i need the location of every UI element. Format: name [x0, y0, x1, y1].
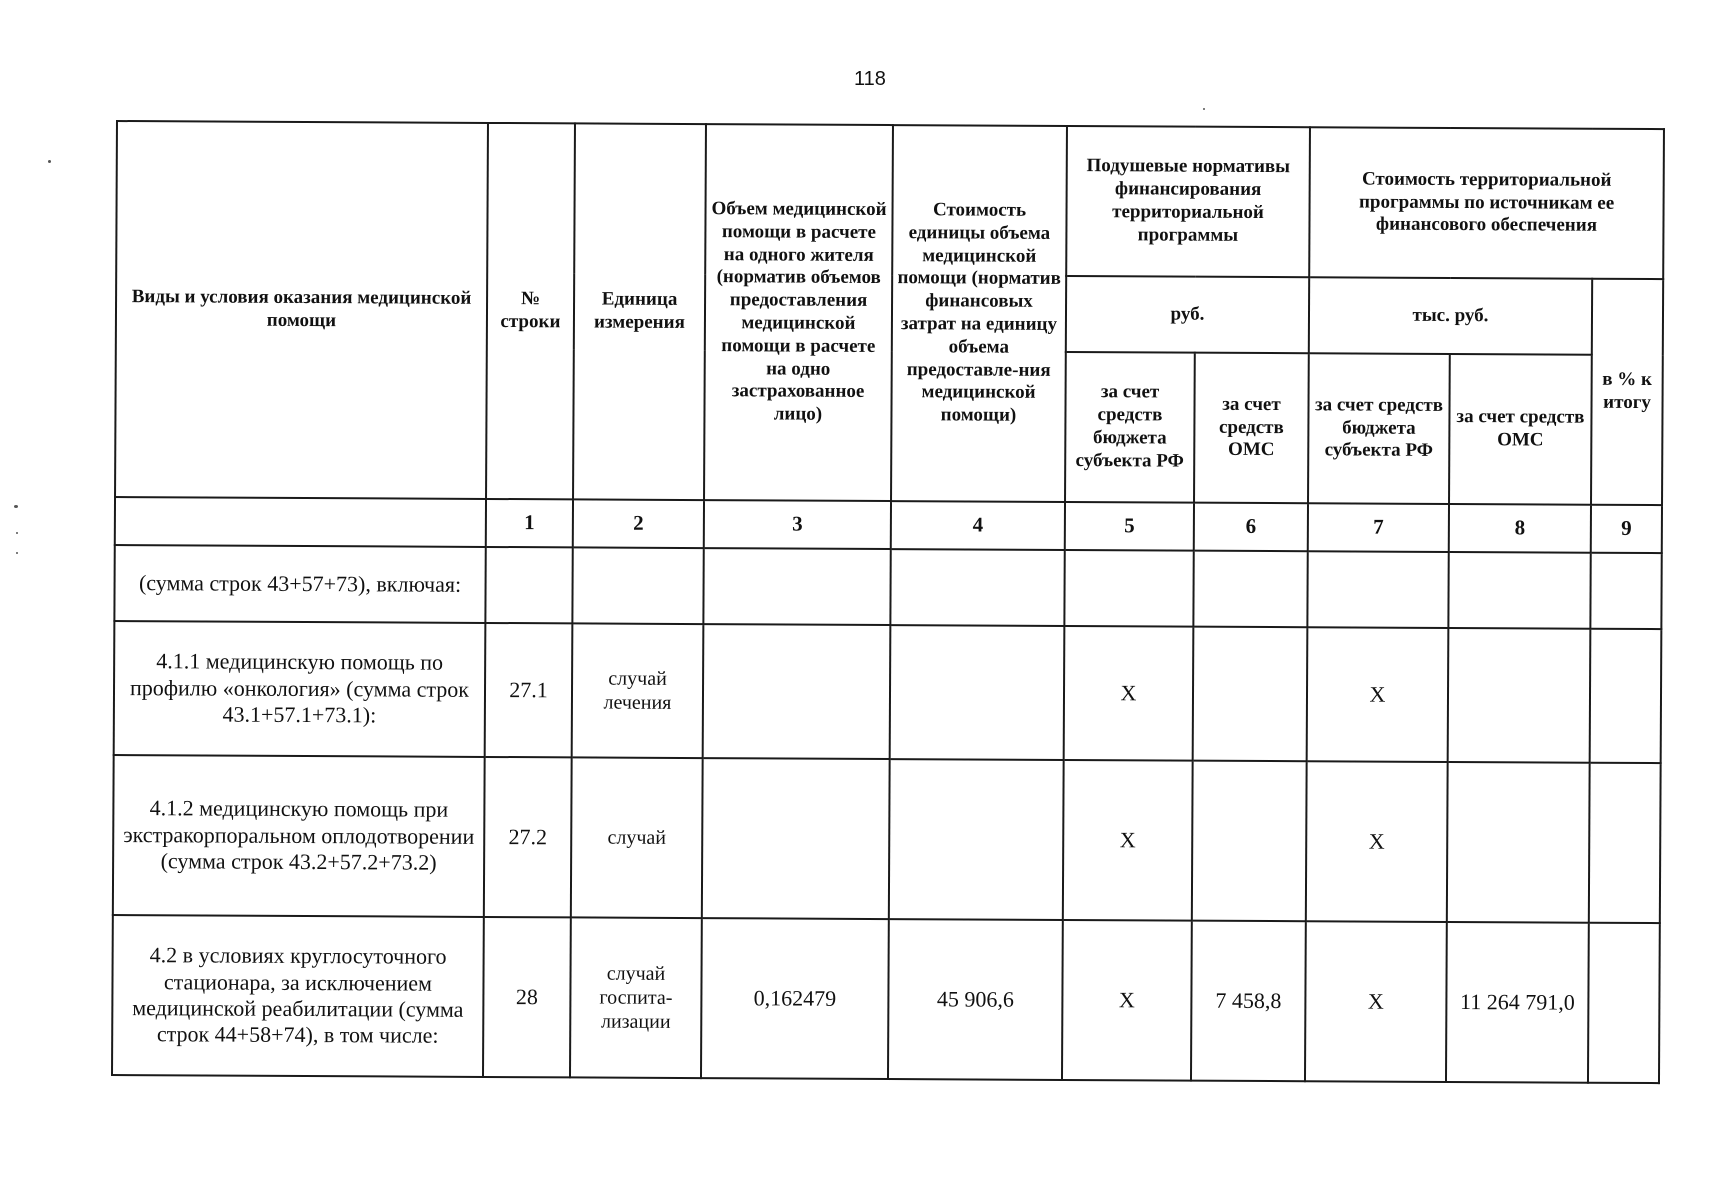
- row-volume: 0,162479: [701, 918, 889, 1079]
- row-volume: [703, 624, 891, 759]
- row-name: 4.1.1 медицинскую помощь по профилю «онкология» (сумма строк 43.1+57.1+73.1):: [114, 621, 486, 757]
- header-budget-thousand: за счет средств бюджета субъекта РФ: [1308, 353, 1450, 504]
- row-name: (сумма строк 43+57+73), включая:: [114, 545, 485, 623]
- row-oms-rub: [1192, 761, 1307, 922]
- header-oms-thousand: за счет средств ОМС: [1449, 354, 1592, 505]
- row-line-number: 27.1: [485, 623, 573, 757]
- column-number: 4: [891, 501, 1065, 550]
- row-unit: случай лечения: [572, 623, 704, 758]
- scan-speck: [16, 552, 18, 554]
- row-name: 4.2 в условиях круглосуточного стационара, за исключением медицинской реабилитации (сумма строк 44+58+74), в том числе:: [112, 915, 484, 1077]
- row-budget-thousand: X: [1306, 761, 1448, 922]
- row-unit: случай: [571, 757, 703, 918]
- row-oms-thousand: 11 264 791,0: [1446, 922, 1589, 1083]
- page-number: 118: [854, 68, 886, 90]
- column-number: 9: [1591, 505, 1662, 553]
- row-oms-rub: [1193, 627, 1308, 762]
- row-line-number: 28: [483, 917, 571, 1077]
- column-number-blank: [115, 497, 486, 547]
- row-budget-thousand: X: [1307, 627, 1449, 762]
- header-volume: Объем медицинской помощи в расчете на одного жителя (норматив объемов предоставления медицинской помощи в расчете на одно застрахованное лицо): [704, 124, 893, 501]
- row-oms-rub: [1193, 551, 1307, 628]
- table-row: [114, 545, 1661, 629]
- row-unit-cost: [890, 625, 1065, 760]
- table-row: [113, 755, 1661, 923]
- header-per-capita-group: Подушевые нормативы финансирования территориальной программы: [1066, 126, 1310, 277]
- table-header: [115, 121, 1664, 505]
- header-unit-rub: руб.: [1066, 276, 1309, 353]
- row-unit: случай госпита-лизации: [570, 917, 702, 1078]
- scan-speck: [14, 505, 18, 508]
- row-budget-rub: [1064, 550, 1193, 627]
- row-oms-thousand: [1448, 628, 1591, 763]
- row-volume: [702, 758, 890, 919]
- row-unit-cost: [890, 549, 1064, 626]
- row-budget-rub: X: [1063, 760, 1193, 921]
- row-unit-cost: 45 906,6: [888, 919, 1063, 1080]
- scan-speck: [1203, 108, 1205, 110]
- column-number: 5: [1065, 502, 1194, 551]
- row-percent: [1590, 553, 1661, 629]
- row-percent: [1589, 763, 1661, 923]
- row-percent: [1588, 923, 1660, 1083]
- column-number: 6: [1194, 503, 1308, 552]
- row-name: 4.1.2 медицинскую помощь при экстракорпоральном оплодотворении (сумма строк 43.2+57.2+73.2): [113, 755, 485, 917]
- row-line-number: 27.2: [484, 757, 572, 917]
- column-number: 1: [486, 499, 573, 547]
- column-number: 3: [704, 500, 891, 549]
- column-number-row: [115, 497, 1662, 553]
- table-row: [112, 915, 1660, 1083]
- header-budget-rub: за счет средств бюджета субъекта РФ: [1065, 352, 1195, 503]
- header-program-cost-group: Стоимость территориальной программы по источникам ее финансового обеспечения: [1309, 127, 1664, 279]
- row-unit-cost: [889, 759, 1064, 920]
- header-unit-cost: Стоимость единицы объема медицинской помощи (норматив финансовых затрат на единицу объема предоставле-ния медицинской помощи): [891, 125, 1067, 502]
- header-row-number: № строки: [486, 123, 575, 499]
- row-volume: [703, 548, 890, 625]
- row-budget-rub: X: [1062, 920, 1192, 1081]
- header-types-of-care: Виды и условия оказания медицинской помощи: [115, 121, 488, 499]
- row-oms-thousand: [1447, 762, 1590, 923]
- row-budget-thousand: [1307, 551, 1448, 628]
- row-unit: [572, 547, 703, 624]
- row-percent: [1590, 629, 1662, 763]
- financing-table: [111, 120, 1665, 1084]
- row-line-number: [485, 547, 572, 623]
- table-row: [114, 621, 1662, 763]
- scan-speck: [48, 160, 51, 163]
- table-body: [112, 497, 1662, 1083]
- row-budget-rub: X: [1064, 626, 1194, 761]
- column-number: 7: [1308, 503, 1449, 552]
- header-unit-thousand-rub: тыс. руб.: [1309, 277, 1592, 354]
- column-number: 2: [573, 499, 704, 548]
- header-oms-rub: за счет средств ОМС: [1194, 353, 1309, 504]
- row-oms-thousand: [1448, 552, 1590, 629]
- column-number: 8: [1449, 504, 1591, 553]
- header-unit: Единица измерения: [573, 123, 706, 500]
- header-percent-of-total: в % к итогу: [1591, 279, 1663, 505]
- row-oms-rub: 7 458,8: [1191, 921, 1306, 1082]
- scan-speck: [16, 532, 18, 534]
- row-budget-thousand: X: [1305, 921, 1447, 1082]
